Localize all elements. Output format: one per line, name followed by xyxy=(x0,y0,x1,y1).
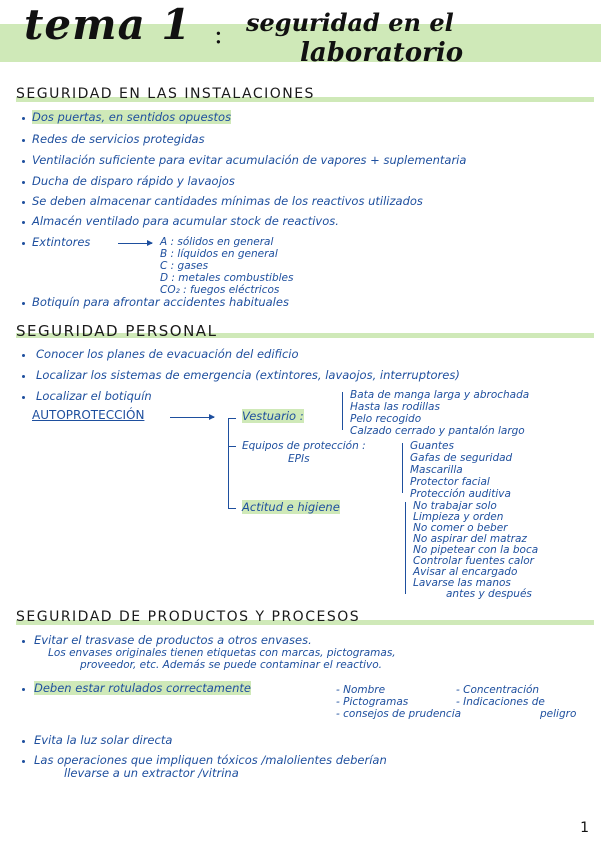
bracket-line xyxy=(405,502,406,594)
list-item: Almacén ventilado para acumular stock de reactivos. xyxy=(32,214,339,228)
label-requirement: - Concentración xyxy=(456,684,540,696)
epi-item: Protección auditiva xyxy=(410,488,511,500)
bullet xyxy=(22,354,25,357)
section-heading-instalaciones: SEGURIDAD EN LAS INSTALACIONES xyxy=(16,86,315,102)
bracket-tick xyxy=(228,508,236,509)
title-subtitle-line1: seguridad en el xyxy=(246,8,454,37)
bullet xyxy=(22,640,25,643)
epis-abbrev: EPIs xyxy=(288,453,310,465)
list-item-continued: proveedor, etc. Además se puede contaminar el reactivo. xyxy=(80,659,382,671)
actitud-item: No aspirar del matraz xyxy=(413,533,527,545)
epi-item: Protector facial xyxy=(410,476,490,488)
actitud-item: Controlar fuentes calor xyxy=(413,555,534,567)
bracket-tick xyxy=(228,418,236,419)
bullet xyxy=(22,396,25,399)
bullet xyxy=(22,302,25,305)
epi-item: Gafas de seguridad xyxy=(410,452,513,464)
label-requirement: peligro xyxy=(540,708,577,720)
bullet xyxy=(22,221,25,224)
extintor-class: A : sólidos en general xyxy=(160,236,274,248)
bullet xyxy=(22,181,25,184)
bullet xyxy=(22,740,25,743)
actitud-item: Lavarse las manos xyxy=(413,577,511,589)
autoproteccion-label: AUTOPROTECCIÓN xyxy=(32,408,145,422)
list-item: Localizar el botiquín xyxy=(36,389,152,403)
actitud-item: No trabajar solo xyxy=(413,500,497,512)
vestuario-item: Bata de manga larga y abrochada xyxy=(350,389,530,401)
bullet xyxy=(22,242,25,245)
extintor-class: C : gases xyxy=(160,260,209,272)
extintor-class: B : líquidos en general xyxy=(160,248,278,260)
label-requirement: - Indicaciones de xyxy=(456,696,545,708)
bullet xyxy=(22,117,25,120)
title-colon: : xyxy=(214,20,223,50)
page-title: tema 1 xyxy=(24,0,192,49)
actitud-item: Avisar al encargado xyxy=(413,566,518,578)
actitud-label: Actitud e higiene xyxy=(242,500,340,514)
list-item: Ventilación suficiente para evitar acumulación de vapores + suplementaria xyxy=(32,153,467,167)
bullet xyxy=(22,160,25,163)
title-subtitle-line2: laboratorio xyxy=(300,38,464,68)
list-item: Conocer los planes de evacuación del edificio xyxy=(36,347,299,361)
section-heading-personal: SEGURIDAD PERSONAL xyxy=(16,322,218,340)
label-requirement: - consejos de prudencia xyxy=(336,708,462,720)
epis-label: Equipos de protección : xyxy=(242,440,366,452)
page-number: 1 xyxy=(580,820,589,836)
vestuario-item: Calzado cerrado y pantalón largo xyxy=(350,425,525,437)
list-item: Localizar los sistemas de emergencia (extintores, lavaojos, interruptores) xyxy=(36,368,460,382)
bullet xyxy=(22,201,25,204)
bracket-line xyxy=(228,418,229,508)
arrow-icon xyxy=(170,417,214,418)
epi-item: Mascarilla xyxy=(410,464,463,476)
list-item: Botiquín para afrontar accidentes habituales xyxy=(32,295,289,309)
bracket-line xyxy=(402,443,403,493)
list-item: Se deben almacenar cantidades mínimas de los reactivos utilizados xyxy=(32,194,423,208)
list-item: Ducha de disparo rápido y lavaojos xyxy=(32,174,235,188)
list-item: Evitar el trasvase de productos a otros envases. xyxy=(34,633,312,647)
actitud-item-continued: antes y después xyxy=(446,588,532,600)
list-item: Dos puertas, en sentidos opuestos xyxy=(32,110,232,124)
bullet xyxy=(22,375,25,378)
bracket-line xyxy=(342,392,343,430)
list-item-continued: llevarse a un extractor /vitrina xyxy=(64,766,239,780)
list-item-continued: Los envases originales tienen etiquetas con marcas, pictogramas, xyxy=(48,647,396,659)
bullet xyxy=(22,688,25,691)
vestuario-label: Vestuario : xyxy=(242,409,304,423)
label-requirement: - Pictogramas xyxy=(336,696,409,708)
list-item: Redes de servicios protegidas xyxy=(32,132,205,146)
list-item: Deben estar rotulados correctamente xyxy=(34,681,251,695)
bullet xyxy=(22,139,25,142)
actitud-item: No comer o beber xyxy=(413,522,508,534)
actitud-item: Limpieza y orden xyxy=(413,511,504,523)
list-item: Evita la luz solar directa xyxy=(34,733,173,747)
extintor-class: CO₂ : fuegos eléctricos xyxy=(160,284,280,296)
list-item: Las operaciones que impliquen tóxicos /malolientes deberían xyxy=(34,753,387,767)
vestuario-item: Pelo recogido xyxy=(350,413,422,425)
list-item-extintores: Extintores xyxy=(32,235,91,249)
extintor-class: D : metales combustibles xyxy=(160,272,294,284)
vestuario-item: Hasta las rodillas xyxy=(350,401,440,413)
label-requirement: - Nombre xyxy=(336,684,386,696)
epi-item: Guantes xyxy=(410,440,454,452)
arrow-icon xyxy=(118,243,152,244)
bracket-tick xyxy=(228,446,236,447)
actitud-item: No pipetear con la boca xyxy=(413,544,539,556)
bullet xyxy=(22,760,25,763)
section-heading-productos: SEGURIDAD DE PRODUCTOS Y PROCESOS xyxy=(16,609,361,625)
